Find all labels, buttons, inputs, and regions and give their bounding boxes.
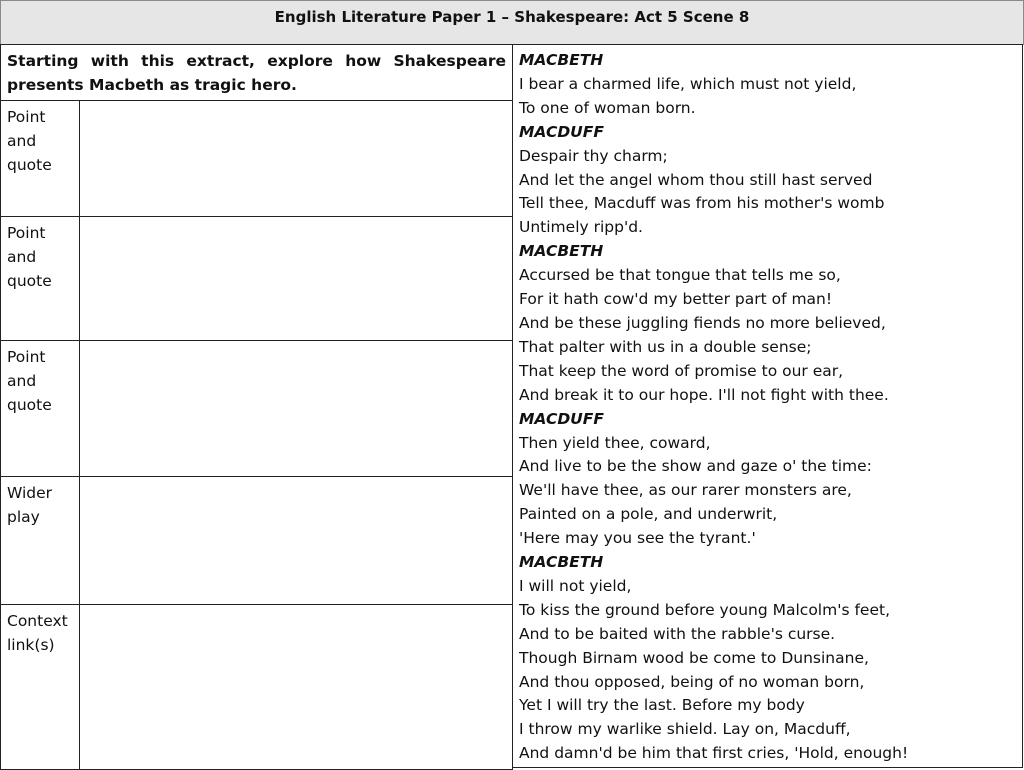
extract-line: That palter with us in a double sense; xyxy=(519,337,812,356)
answer-box-point-1[interactable] xyxy=(79,100,513,217)
extract-line: Painted on a pole, and underwrit, xyxy=(519,505,778,524)
extract-line: And be these juggling fiends no more believed, xyxy=(519,313,886,332)
extract-line: And let the angel whom thou still hast served xyxy=(519,170,873,189)
extract-line: To kiss the ground before young Malcolm's feet, xyxy=(519,600,891,619)
extract-line: And to be baited with the rabble's curse. xyxy=(519,624,836,643)
extract-line: I will not yield, xyxy=(519,576,632,595)
extract-line: For it hath cow'd my better part of man! xyxy=(519,290,833,309)
extract-line: And thou opposed, being of no woman born, xyxy=(519,672,865,691)
extract-line: And damn'd be him that first cries, 'Hold, enough! xyxy=(519,744,909,763)
extract-line: Then yield thee, coward, xyxy=(519,433,711,452)
worksheet-table xyxy=(0,44,1023,768)
extract-line: Untimely ripp'd. xyxy=(519,218,643,237)
answer-box-point-2[interactable] xyxy=(79,216,513,341)
speaker-name: MACBETH xyxy=(519,553,604,572)
row-label-point-2: Point and quote xyxy=(0,216,80,341)
answer-box-wider-play[interactable] xyxy=(79,476,513,605)
extract-line: I bear a charmed life, which must not yield, xyxy=(519,74,857,93)
play-extract xyxy=(512,44,1023,768)
speaker-name: MACBETH xyxy=(519,51,604,69)
page-title: English Literature Paper 1 – Shakespeare: Act 5 Scene 8 xyxy=(274,7,750,26)
extract-line: Despair thy charm; xyxy=(519,146,668,165)
extract-line: And live to be the show and gaze o' the time: xyxy=(519,457,872,476)
question-prompt: Starting with this extract, explore how Shakespeare presents Macbeth as tragic hero. xyxy=(0,44,513,101)
extract-line: Though Birnam wood be come to Dunsinane, xyxy=(519,648,869,667)
extract-line: We'll have thee, as our rarer monsters are, xyxy=(519,481,852,500)
extract-line: Tell thee, Macduff was from his mother's womb xyxy=(519,194,885,213)
extract-line: I throw my warlike shield. Lay on, Macduff, xyxy=(519,720,851,739)
row-label-wider-play: Wider play xyxy=(0,476,80,605)
row-label-point-1: Point and quote xyxy=(0,100,80,217)
answer-box-context[interactable] xyxy=(79,604,513,770)
page-title-bar xyxy=(0,0,1024,45)
row-label-point-3: Point and quote xyxy=(0,340,80,477)
speaker-name: MACDUFF xyxy=(519,409,604,428)
extract-line: To one of woman born. xyxy=(519,98,696,117)
extract-line: And break it to our hope. I'll not fight with thee. xyxy=(519,385,889,404)
extract-line: 'Here may you see the tyrant.' xyxy=(519,529,756,548)
extract-line: Accursed be that tongue that tells me so, xyxy=(519,266,841,285)
extract-line: Yet I will try the last. Before my body xyxy=(519,696,805,715)
speaker-name: MACDUFF xyxy=(519,122,604,141)
row-label-context: Context link(s) xyxy=(0,604,80,770)
extract-line: That keep the word of promise to our ear, xyxy=(519,361,844,380)
answer-box-point-3[interactable] xyxy=(79,340,513,477)
speaker-name: MACBETH xyxy=(519,242,604,261)
